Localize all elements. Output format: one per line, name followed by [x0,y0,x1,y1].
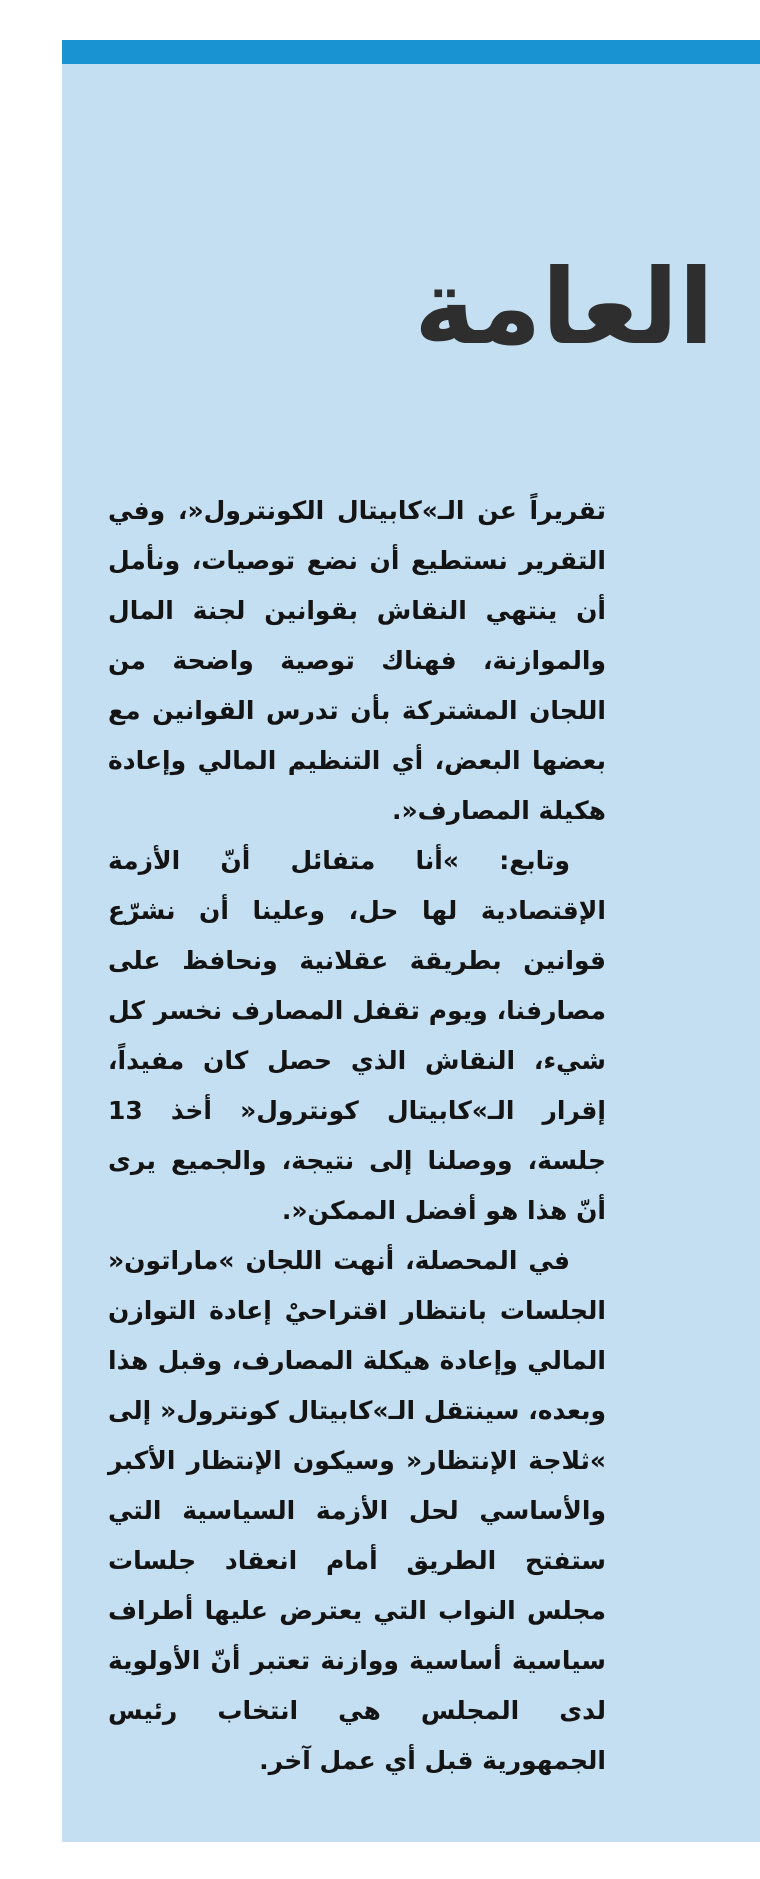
article-paragraph-3: في المحصلة، أنهت اللجان »ماراتون« الجلسات بانتظار اقتراحيْ إعادة التوازن المالي وإعادة هيكلة المصارف، وقبل هذا وبعده، سينتقل الـ»كابيتال كونترول« إلى »ثلاجة الإنتظار« وسيكون الإنتظار الأكبر والأساسي لحل الأزمة السياسية التي ستفتح الطريق أمام انعقاد جلسات مجلس النواب التي يعترض عليها أطراف سياسية أساسية ووازنة تعتبر أنّ الأولوية لدى المجلس هي انتخاب رئيس الجمهورية قبل أي عمل آخر. [108,1246,606,1775]
section-headline: العامة [414,246,714,368]
article-paragraph-2: وتابع: »أنا متفائل أنّ الأزمة الإقتصادية لها حل، وعلينا أن نشرّع قوانين بطريقة عقلانية ونحافظ على مصارفنا، ويوم تقفل المصارف نخسر كل شيء، النقاش الذي حصل كان مفيداً، إقرار الـ»كابيتال كونترول« أخذ 13 جلسة، ووصلنا إلى نتيجة، والجميع يرى أنّ هذا هو أفضل الممكن«. [108,846,606,1225]
article-body [108,486,606,1786]
section-accent-bar [62,40,760,64]
article-paragraph-1: تقريراً عن الـ»كابيتال الكونترول«، وفي التقرير نستطيع أن نضع توصيات، ونأمل أن ينتهي النقاش بقوانين لجنة المال والموازنة، فهناك توصية واضحة من اللجان المشتركة بأن تدرس القوانين مع بعضها البعض، أي التنظيم المالي وإعادة هكيلة المصارف«. [108,496,606,825]
